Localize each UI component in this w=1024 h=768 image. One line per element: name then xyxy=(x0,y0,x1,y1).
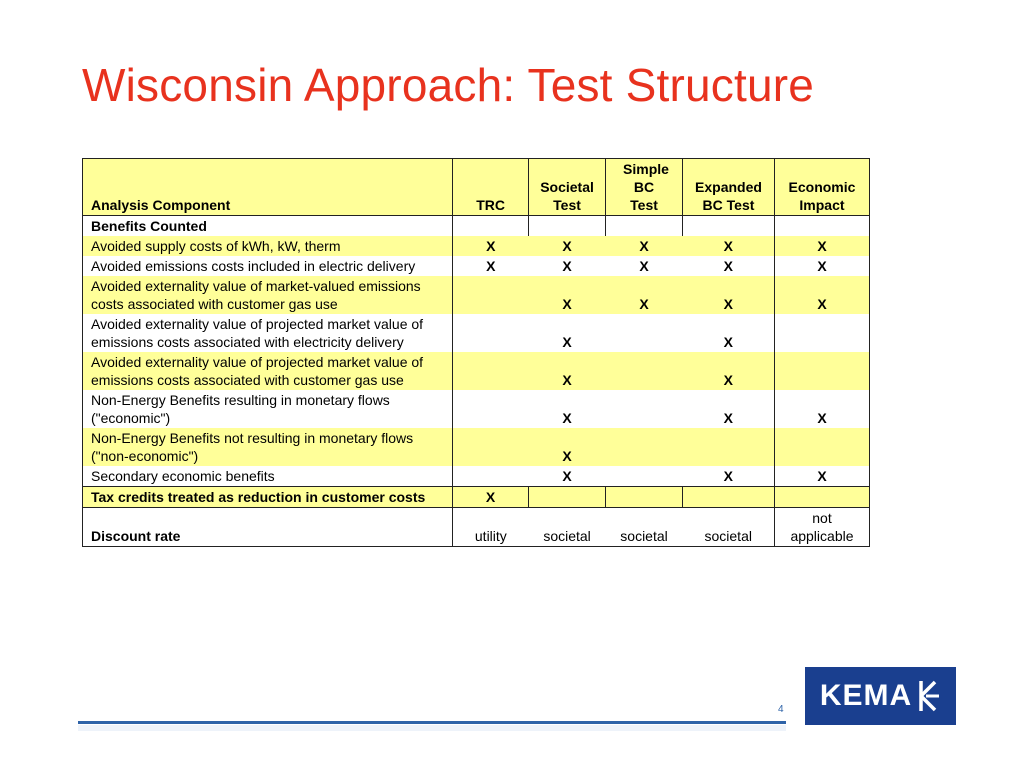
footer-rule xyxy=(78,721,786,724)
cell: X xyxy=(529,390,606,428)
cell xyxy=(774,216,869,237)
cell xyxy=(453,276,529,314)
row-label: Tax credits treated as reduction in customer costs xyxy=(83,487,453,508)
cell xyxy=(453,428,529,466)
table-row xyxy=(83,352,870,390)
cell: X xyxy=(774,236,869,256)
cell: X xyxy=(529,276,606,314)
table-row xyxy=(83,508,870,547)
cell: X xyxy=(774,390,869,428)
row-label: Avoided externality value of projected market value of emissions costs associated with electricity delivery xyxy=(83,314,453,352)
cell xyxy=(774,314,869,352)
row-label: Avoided externality value of projected market value of emissions costs associated with customer gas use xyxy=(83,352,453,390)
header-expanded-bc-test: Expanded BC Test xyxy=(683,159,775,216)
cell: X xyxy=(683,352,775,390)
cell xyxy=(606,390,683,428)
cell: X xyxy=(529,314,606,352)
row-label: Benefits Counted xyxy=(83,216,453,237)
header-societal-test: Societal Test xyxy=(529,159,606,216)
header-trc: TRC xyxy=(453,159,529,216)
table-row xyxy=(83,314,870,352)
slide-title: Wisconsin Approach: Test Structure xyxy=(82,59,815,111)
cell: X xyxy=(683,466,775,487)
cell xyxy=(606,428,683,466)
cell xyxy=(453,466,529,487)
cell xyxy=(453,352,529,390)
cell: X xyxy=(683,256,775,276)
table-row xyxy=(83,236,870,256)
cell: X xyxy=(453,256,529,276)
row-label: Avoided supply costs of kWh, kW, therm xyxy=(83,236,453,256)
cell: X xyxy=(529,256,606,276)
cell xyxy=(683,487,775,508)
cell: X xyxy=(529,466,606,487)
table-row xyxy=(83,276,870,314)
row-label: Non-Energy Benefits resulting in monetary flows ("economic") xyxy=(83,390,453,428)
cell xyxy=(606,314,683,352)
cell xyxy=(774,352,869,390)
cell: X xyxy=(683,236,775,256)
logo-text: KEMA xyxy=(819,679,913,712)
page-number: 4 xyxy=(778,704,784,715)
table-row xyxy=(83,390,870,428)
test-structure-table xyxy=(82,158,870,547)
cell: utility xyxy=(453,508,529,547)
table-row xyxy=(83,487,870,508)
cell: X xyxy=(529,236,606,256)
cell: X xyxy=(774,466,869,487)
row-label: Avoided externality value of market-valued emissions costs associated with customer gas use xyxy=(83,276,453,314)
cell xyxy=(453,390,529,428)
cell xyxy=(774,428,869,466)
cell: X xyxy=(683,276,775,314)
cell: societal xyxy=(606,508,683,547)
cell: not applicable xyxy=(774,508,869,547)
cell: X xyxy=(683,314,775,352)
cell xyxy=(453,314,529,352)
cell xyxy=(606,352,683,390)
header-analysis-component: Analysis Component xyxy=(83,159,453,216)
cell xyxy=(529,487,606,508)
row-label: Discount rate xyxy=(83,508,453,547)
cell: X xyxy=(529,428,606,466)
cell xyxy=(683,428,775,466)
row-label: Non-Energy Benefits not resulting in monetary flows ("non-economic") xyxy=(83,428,453,466)
cell: X xyxy=(606,256,683,276)
cell xyxy=(683,216,775,237)
cell xyxy=(606,487,683,508)
table-header-row xyxy=(83,159,870,216)
cell: X xyxy=(529,352,606,390)
kema-mark-icon xyxy=(915,679,941,713)
cell: X xyxy=(774,256,869,276)
row-label: Avoided emissions costs included in electric delivery xyxy=(83,256,453,276)
cell: X xyxy=(453,487,529,508)
cell: societal xyxy=(683,508,775,547)
footer-rule-shadow xyxy=(78,725,786,731)
cell xyxy=(606,466,683,487)
table-row xyxy=(83,216,870,237)
kema-logo xyxy=(805,667,956,725)
cell: X xyxy=(453,236,529,256)
cell: X xyxy=(774,276,869,314)
table-row xyxy=(83,466,870,487)
cell: societal xyxy=(529,508,606,547)
header-economic-impact: Economic Impact xyxy=(774,159,869,216)
cell xyxy=(529,216,606,237)
cell xyxy=(774,487,869,508)
table-row xyxy=(83,256,870,276)
cell: X xyxy=(683,390,775,428)
cell: X xyxy=(606,236,683,256)
cell xyxy=(453,216,529,237)
table-row xyxy=(83,428,870,466)
header-simple-bc-test: Simple BC Test xyxy=(606,159,683,216)
cell xyxy=(606,216,683,237)
row-label: Secondary economic benefits xyxy=(83,466,453,487)
cell: X xyxy=(606,276,683,314)
